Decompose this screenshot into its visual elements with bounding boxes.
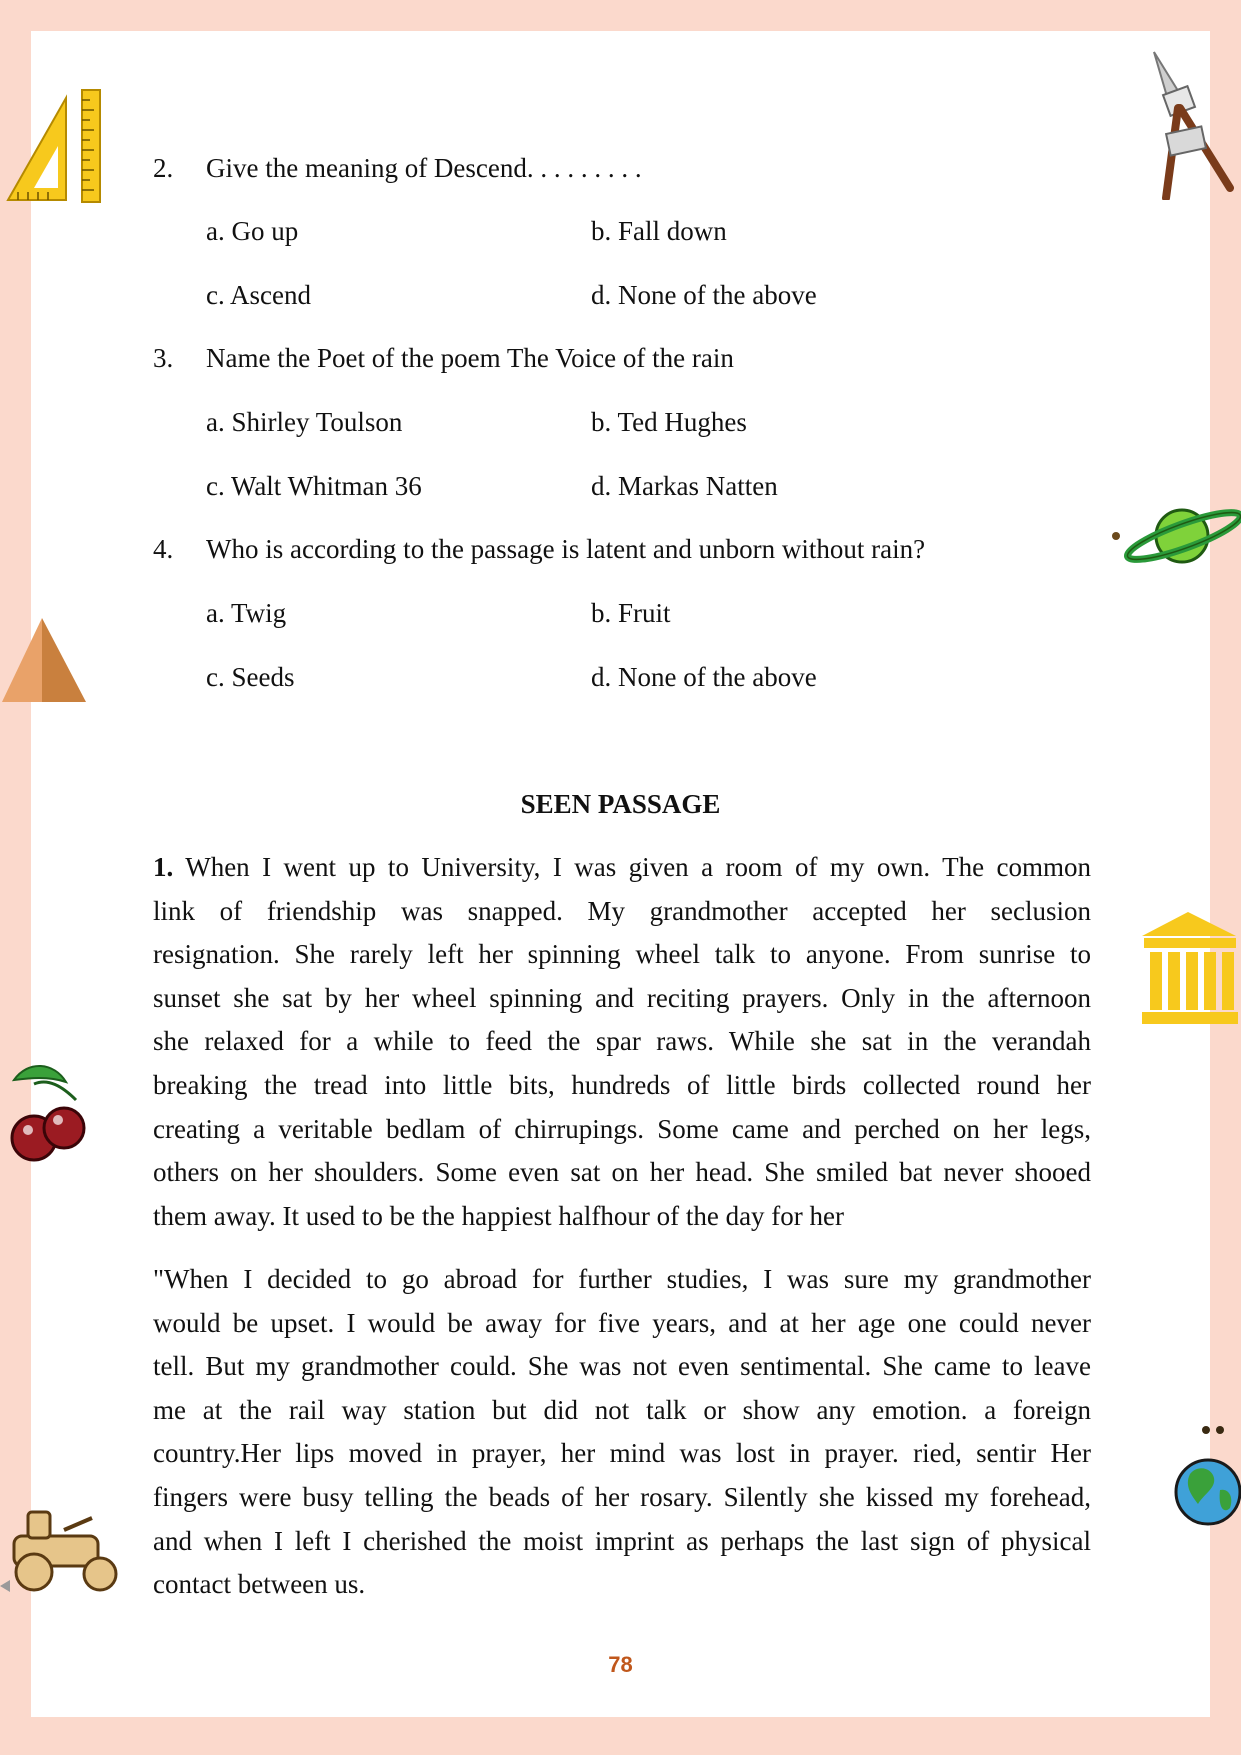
passage-line: me at the rail way station but did not talk or show any emotion. a foreign [153,1394,1091,1425]
option-c: c. Walt Whitman 36 [206,471,422,501]
cannon-icon [0,1508,126,1598]
option-b: b. Fall down [591,216,727,246]
set-square-ruler-icon [4,88,104,204]
option-d: d. None of the above [591,280,817,310]
pyramid-icon [0,616,88,706]
passage-line: sunset she sat by her wheel spinning and reciting prayers. Only in the afternoon [153,982,1091,1013]
section-heading: SEEN PASSAGE [520,789,721,819]
question-number: 4. [153,534,174,564]
passage-line: she relaxed for a while to feed the spar raws. While she sat in the verandah [153,1026,1091,1057]
passage-paragraph-1 [153,846,1091,1238]
passage-number: 1. [153,852,174,882]
passage-paragraph-2 [153,1258,1091,1607]
question-text: Name the Poet of the poem The Voice of the rain [206,343,734,373]
option-c: c. Ascend [206,280,311,310]
option-c: c. Seeds [206,662,295,692]
option-a: a. Shirley Toulson [206,407,403,437]
cherries-icon [4,1060,90,1168]
saturn-planet-icon [1108,500,1241,570]
option-a: a. Go up [206,216,299,246]
passage-line: contact between us. [153,1569,366,1600]
passage-line: link of friendship was snapped. My grandmother accepted her seclusion [153,895,1091,926]
passage-line: tell. But my grandmother could. She was not even sentimental. She came to leave [153,1351,1091,1382]
question-number: 3. [153,343,174,373]
passage-line: breaking the tread into little bits, hundreds of little birds collected round her [153,1069,1091,1100]
passage-line: would be upset. I would be away for five years, and at her age one could never [153,1307,1091,1338]
globe-icon [1168,1424,1241,1530]
greek-temple-icon [1138,910,1241,1028]
passage-line: them away. It used to be the happiest halfhour of the day for her [153,1200,845,1231]
question-number: 2. [153,153,174,183]
passage-line: resignation. She rarely left her spinning wheel talk to anyone. From sunrise to [153,939,1091,970]
passage-line: country.Her lips moved in prayer, her mind was lost in prayer. ried, sentir Her [153,1438,1091,1469]
question-text: Who is according to the passage is latent and unborn without rain? [206,534,926,564]
passage-line: others on her shoulders. Some even sat on her head. She smiled bat never shooed [153,1157,1091,1188]
option-d: d. None of the above [591,662,817,692]
page-number: 78 [608,1652,633,1677]
question-text: Give the meaning of Descend. . . . . . . . . [206,153,642,183]
option-a: a. Twig [206,598,287,628]
option-b: b. Ted Hughes [591,407,747,437]
compass-icon [1150,50,1240,200]
passage-line: fingers were busy telling the beads of her rosary. Silently she kissed my forehead, [153,1481,1091,1512]
passage-line: creating a veritable bedlam of chirrupings. Some came and perched on her legs, [153,1113,1091,1144]
passage-line: and when I left I cherished the moist imprint as perhaps the last sign of physical [153,1525,1091,1556]
option-d: d. Markas Natten [591,471,778,501]
passage-line: 1. When I went up to University, I was given a room of my own. The common [153,852,1091,882]
passage-line: "When I decided to go abroad for further studies, I was sure my grandmother [153,1264,1091,1294]
option-b: b. Fruit [591,598,671,628]
